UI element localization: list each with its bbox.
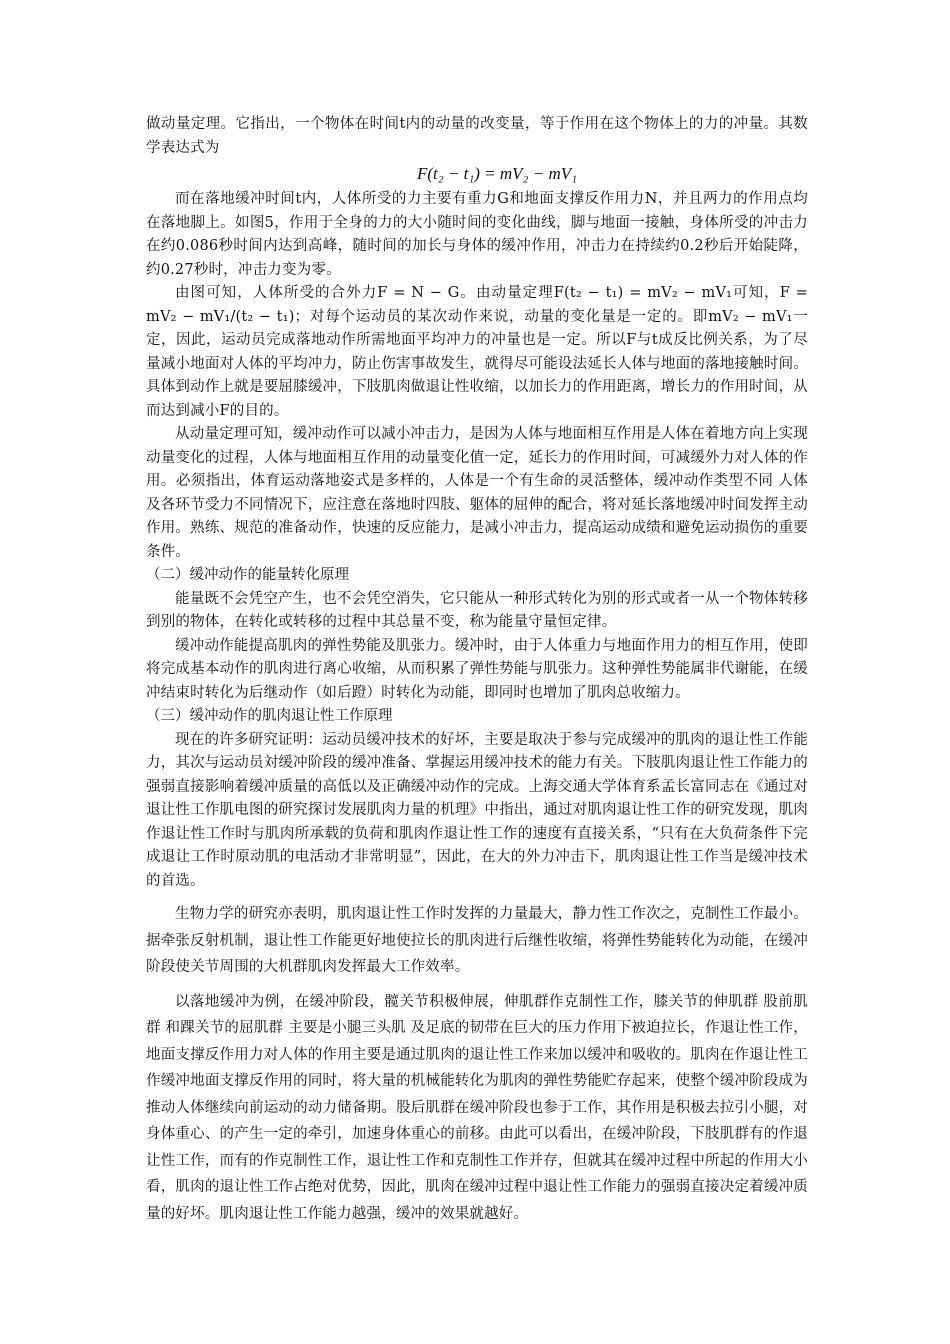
paragraph-landing-example: 以落地缓冲为例，在缓冲阶段，髋关节积极伸展，伸肌群作克制性工作，膝关节的伸肌群 股前肌群 和踝关节的屈肌群 主要是小腿三头肌 及足底的韧带在巨大的压力作用下被迫拉长，作退让性工作，地面支撑反作用力对人体的作用主要是通过肌肉的退让性工作来加以缓冲和吸收的。肌肉在作退让性工作缓冲地面支撑反作用的同时，将大量的机械能转化为肌肉的弹性势能贮存起来，使整个缓冲阶段成为推动人体继续向前运动的动力储备期。股后肌群在缓冲阶段也参于工作，其作用是积极去拉引小腿，对身体重心、的产生一定的牵引，加速身体重心的前移。由此可以看出，在缓冲阶段，下肢肌群有的作退让性工作，而有的作克制性工作，退让性工作和克制性工作并存，但就其在缓冲过程中所起的作用大小看，肌肉的退让性工作占绝对优势，因此，肌肉在缓冲过程中退让性工作能力的强弱直接决定着缓冲质量的好坏。肌肉退让性工作能力越强，缓冲的效果就越好。 (146, 993, 808, 1222)
paragraph-energy-conservation: 能量既不会凭空产生，也不会凭空消失，它只能从一种形式转化为别的形式或者一从一个物体转移到别的物体，在转化或转移的过程中其总量不变，称为能量守量恒定律。 (146, 590, 808, 630)
paragraph-cushion-momentum: 从动量定理可知，缓冲动作可以减小冲击力，是因为人体与地面相互作用是人体在着地方向上实现动量变化的过程，人体与地面相互作用的动量变化值一定，延长力的作用时间，可减缓外力对人体的作用。必须指出，体育运动落地姿式是多样的，人体是一个有生命的灵活整体，缓冲动作类型不同 人体及各环节受力不同情况下，应注意在落地时四肢、躯体的屈伸的配合，将对延长落地缓冲时间发挥主动作用。熟练、规范的准备动作，快速的反应能力，是减小冲击力，提高运动成绩和避免运动损伤的重要条件。 (146, 426, 808, 560)
paragraph-momentum-theorem-intro: 做动量定理。它指出，一个物体在时间t内的动量的改变量，等于作用在这个物体上的力的冲量。其数学表达式为 (146, 116, 808, 156)
paragraph-eccentric-research: 现在的许多研究证明：运动员缓冲技术的好坏，主要是取决于参与完成缓冲的肌肉的退让性工作能力，其次与运动员対缓冲阶段的缓冲准备、掌握运用缓冲技术的能力有关。下肢肌肉退让性工作能力的强弱直接影响着缓冲质量的高低以及正确缓冲动作的完成。上海交通大学体育系孟长富同志在《通过对退让性工作肌电图的研究探讨发展肌肉力量的机理》中指出，通过对肌肉退让性工作的研究发现，肌肉作退让性工作时与肌肉所承载的负荷和肌肉作退让性工作的速度有直接关系，“只有在大负荷条件下完成退让工作时原动肌的电活动才非常明显”，因此，在大的外力冲击下，肌肉退让性工作当是缓冲技术的首选。 (146, 731, 808, 889)
section-heading-eccentric-work: （三）缓冲动作的肌肉退让性工作原理 (146, 708, 393, 724)
paragraph-biomechanics: 生物力学的研究亦表明，肌肉退让性工作时发挥的力量最大，静力性工作次之，克制性工作最小。据牵张反射机制，退让性工作能更好地使拉长的肌肉进行后继性收缩，将弹性势能转化为动能，在缓冲阶段使关节周围的大机群肌肉发挥最大工作效率。 (146, 906, 808, 975)
paragraph-net-force-analysis: 由图可知，人体所受的合外力F = N − G。由动量定理F(t₂ − t₁) = mV₂ − mV₁可知，F = mV₂ − mV₁/(t₂ − t₁)；对每个运动员的某次动作来说，动量的变化量是一定的。即mV₂ − mV₁一定，因此，运动员完成落地动作所需地面平均冲力的冲量也是一定。所以F与t成反比例关系，为了尽量减小地面对人体的平均冲力，防止伤害事故发生，就得尽可能设法延长人体与地面的落地接触时间。具体到动作上就是要屈膝缓冲，下肢肌肉做退让性收缩，以加长力的作用距离，增长力的作用时间，从而达到减小F的目的。 (146, 285, 808, 419)
paragraph-gap (146, 893, 808, 901)
paragraph-gap (146, 981, 808, 989)
section-heading-energy-conversion: （二）缓冲动作的能量转化原理 (146, 567, 349, 583)
paragraph-elastic-potential: 缓冲动作能提高肌肉的弹性势能及肌张力。缓冲时，由于人体重力与地面作用力的相互作用，使即将完成基本动作的肌肉进行离心收缩，从而积累了弹性势能与肌张力。这种弹性势能属非代谢能，在缓冲结束时转化为后继动作（如后蹬）时转化为动能，即同时也增加了肌肉总收缩力。 (146, 637, 808, 701)
paragraph-landing-forces: 而在落地缓冲时间t内，人体所受的力主要有重力G和地面支撑反作用力N，并且两力的作用点均在落地脚上。如图5，作用于全身的力的大小随时间的变化曲线，脚与地面一接触，身体所受的冲击力在约0.086秒时间内达到高峰，随时间的加长与身体的缓冲作用，冲击力在持续约0.2秒后开始陡降，约0.27秒时，冲击力变为零。 (146, 191, 808, 278)
momentum-formula: F(t₂ − t₁) = mV₂ − mV₁ (416, 164, 578, 183)
document-page (146, 113, 808, 1227)
